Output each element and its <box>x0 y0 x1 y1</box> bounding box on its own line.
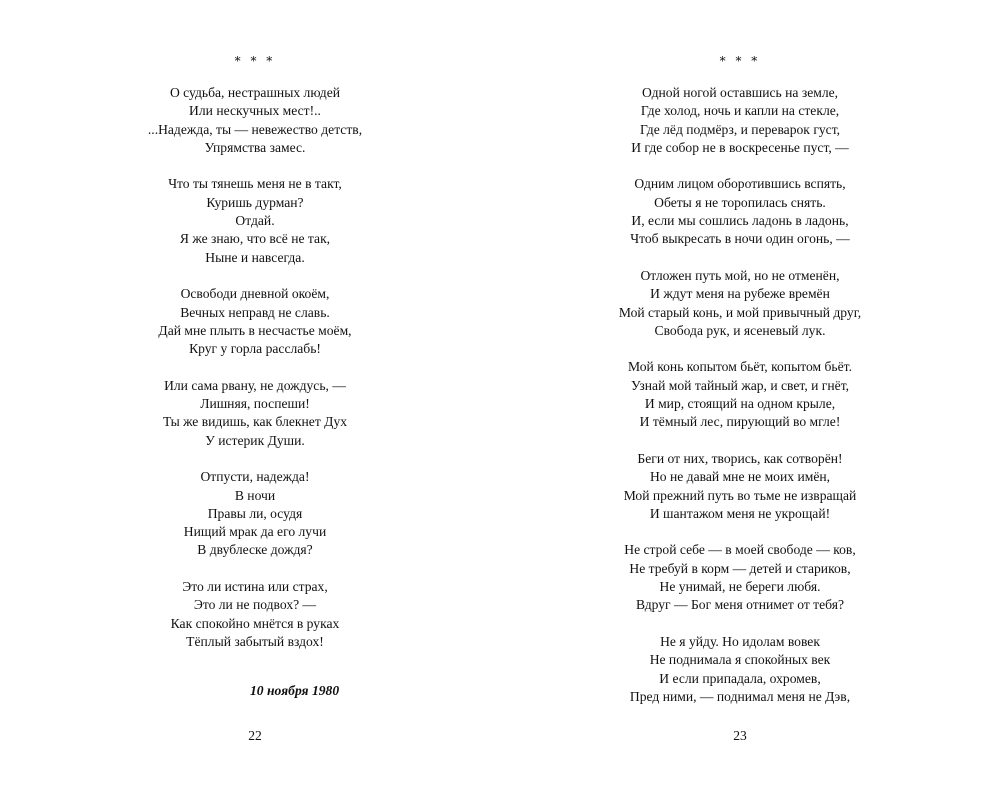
poem-line: Или нескучных мест!.. <box>189 103 321 119</box>
poem-line: ...Надежда, ты — невежество детств, <box>147 121 363 137</box>
page-number-left: 22 <box>248 728 262 743</box>
poem-line: Мой прежний путь во тьме не извращай <box>623 487 857 503</box>
poem-line: И мир, стоящий на одном крыле, <box>644 396 836 412</box>
poem-line: Не строй себе — в моей свободе — ков, <box>624 542 856 558</box>
poem-line: Нищий мрак да его лучи <box>183 524 327 540</box>
poem-line: Это ли не подвох? — <box>193 597 317 613</box>
poem-line: Обеты я не торопилась снять. <box>654 194 826 210</box>
poem-line: Ты же видишь, как блекнет Дух <box>162 414 348 430</box>
stanza <box>490 450 990 523</box>
section-ornament: * * * <box>719 54 761 68</box>
stanza <box>490 358 990 431</box>
poem-line: Вечных неправд не славь. <box>180 304 330 320</box>
poem-line: Что ты тянешь меня не в такт, <box>168 176 342 192</box>
poem-line: И шантажом меня не укрощай! <box>649 505 831 521</box>
poem-line: Это ли истина или страх, <box>182 579 328 595</box>
section-ornament: * * * <box>234 54 276 68</box>
poem-line: В двублеске дождя? <box>197 542 313 558</box>
poem-line: Где холод, ночь и капли на стекле, <box>640 103 840 119</box>
stanza <box>0 578 510 651</box>
poem-line: Куришь дурман? <box>206 194 304 210</box>
poem-line: Освободи дневной окоём, <box>180 286 330 302</box>
poem-left <box>0 84 510 651</box>
poem-line: Правы ли, осудя <box>207 505 303 521</box>
poem-line: Лишняя, поспеши! <box>200 396 310 412</box>
stanza <box>0 84 510 157</box>
poem-line: Но не давай мне не моих имён, <box>649 469 831 485</box>
poem-line: Как спокойно мнётся в руках <box>170 615 340 631</box>
stanza <box>490 541 990 614</box>
poem-line: Пред ними, — поднимал меня не Дэв, <box>629 688 851 704</box>
poem-line: Вдруг — Бог меня отнимет от тебя? <box>635 597 845 613</box>
poem-line: Не поднимала я спокойных век <box>649 652 831 668</box>
stanza <box>0 175 510 266</box>
poem-line: У истерик Души. <box>205 432 305 448</box>
poem-line: И ждут меня на рубеже времён <box>650 286 830 302</box>
poem-date: 10 ноября 1980 <box>250 683 340 698</box>
poem-line: Я же знаю, что всё не так, <box>179 231 331 247</box>
poem-line: Упрямства замес. <box>204 139 306 155</box>
poem-line: Или сама рвану, не дождусь, — <box>164 377 346 393</box>
poem-line: Ныне и навсегда. <box>205 249 305 265</box>
stanza <box>0 468 510 559</box>
poem-line: Узнай мой тайный жар, и свет, и гнёт, <box>630 377 850 393</box>
stanza <box>490 633 990 706</box>
poem-line: Одной ногой оставшись на земле, <box>641 85 839 100</box>
poem-line: Тёплый забытый вздох! <box>186 633 324 649</box>
right-page <box>490 0 990 800</box>
poem-line: Не требуй в корм — детей и стариков, <box>629 560 851 576</box>
stanza <box>490 267 990 340</box>
poem-line: В ночи <box>234 487 276 503</box>
poem-line: Свобода рук, и ясеневый лук. <box>654 322 826 338</box>
poem-line: Отложен путь мой, но не отменён, <box>640 267 840 283</box>
poem-line: Мой конь копытом бьёт, копытом бьёт. <box>628 359 852 375</box>
poem-line: О судьба, нестрашных людей <box>169 85 341 100</box>
poem-line: Беги от них, творись, как сотворён! <box>637 450 843 466</box>
poem-line: Где лёд подмёрз, и переварок густ, <box>639 121 841 137</box>
poem-line: И, если мы сошлись ладонь в ладонь, <box>631 213 849 229</box>
poem-line: Мой старый конь, и мой привычный друг, <box>618 304 862 320</box>
poem-line: Дай мне плыть в несчастье моём, <box>158 322 352 338</box>
poem-line: Не унимай, не береги любя. <box>659 579 821 595</box>
stanza <box>490 175 990 248</box>
poem-right <box>490 84 990 706</box>
poem-line: Отпусти, надежда! <box>200 469 310 485</box>
poem-line: И тёмный лес, пирующий во мгле! <box>639 414 841 430</box>
stanza <box>0 377 510 450</box>
poem-line: И если припадала, охромев, <box>659 670 821 686</box>
poem-line: Круг у горла расслабь! <box>189 341 321 357</box>
page-number-right: 23 <box>733 728 747 743</box>
stanza <box>490 84 990 157</box>
poem-line: Чтоб выкресать в ночи один огонь, — <box>630 231 850 247</box>
poem-line: Не я уйду. Но идолам вовек <box>660 633 820 649</box>
poem-line: Одним лицом оборотившись вспять, <box>634 176 846 192</box>
poem-line: И где собор не в воскресенье пуст, — <box>631 139 849 155</box>
stanza <box>0 285 510 358</box>
poem-line: Отдай. <box>235 213 275 229</box>
